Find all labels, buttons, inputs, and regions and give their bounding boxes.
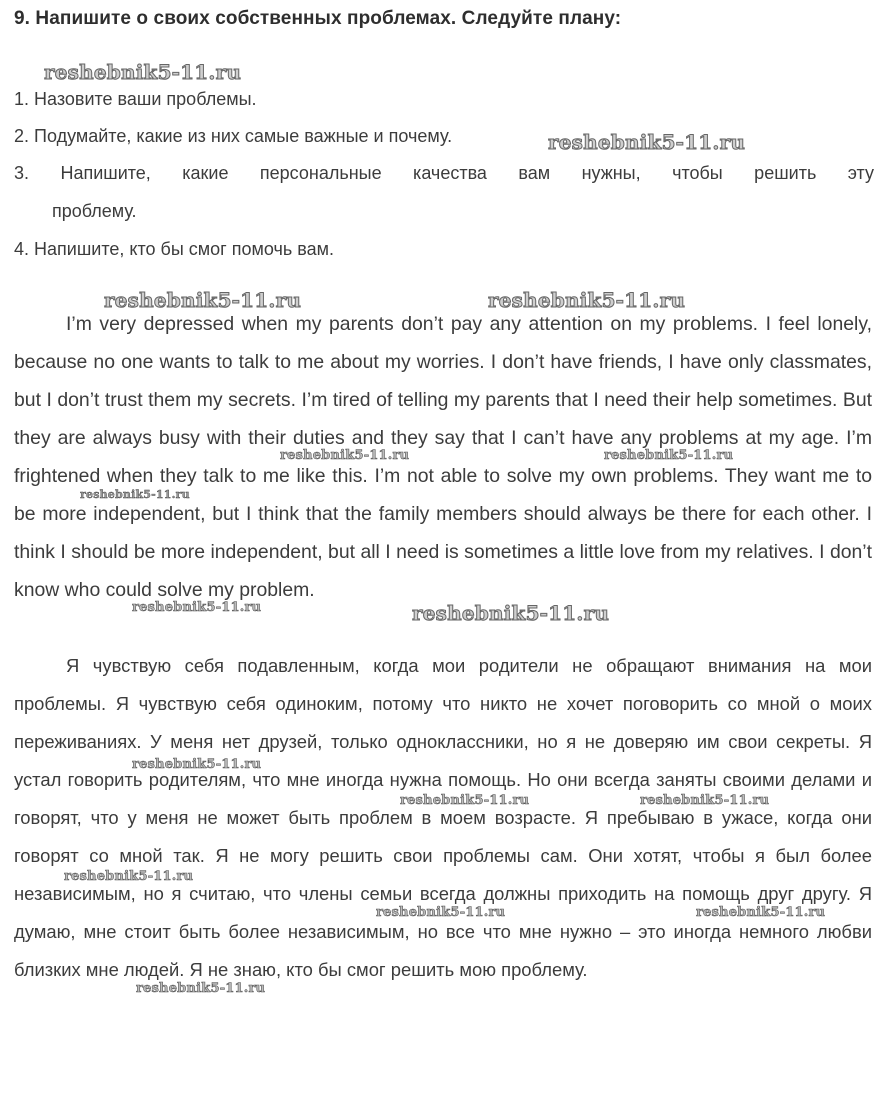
watermark-logo: reshebnik5-11.ru [104, 288, 302, 312]
watermark-logo: reshebnik5-11.ru [400, 793, 530, 808]
plan-item-1: 1. Назовите ваши проблемы. [14, 89, 257, 109]
plan-item-3-line-2: проблему. [52, 201, 137, 221]
watermark-logo: reshebnik5-11.ru [604, 448, 734, 463]
watermark-logo: reshebnik5-11.ru [136, 981, 266, 996]
watermark-logo: reshebnik5-11.ru [376, 905, 506, 920]
essay-russian: Я чувствую себя подавленным, когда мои родители не обращают внимания на мои проблемы. Я чувствую себя одиноким, потому что никто не хочет поговорить со мной о моих переживаниях. У меня нет друзей, только одноклассники, но я не доверяю им свои секреты. Я устал говорить родителям, что мне иногда нужна помощь. Но они всегда заняты своими делами и говорят, что у меня не может быть проблем в моем возрасте. Я пребываю в ужасе, когда они говорят со мной так. Я не могу решить свои проблемы сам. Они хотят, чтобы я был более независимым, но я считаю, что члены семьи всегда должны приходить на помощь друг другу. Я думаю, мне стоит быть более независимым, но все что мне нужно – это иногда немного любви близких мне людей. Я не знаю, кто бы смог решить мою проблему. [14, 655, 872, 980]
watermark-logo: reshebnik5-11.ru [640, 793, 770, 808]
plan-item-3 [14, 154, 874, 230]
plan-item-4: 4. Напишите, кто бы смог помочь вам. [14, 239, 334, 259]
watermark-logo: reshebnik5-11.ru [548, 130, 746, 154]
watermark-logo: reshebnik5-11.ru [696, 905, 826, 920]
plan-item-2: 2. Подумайте, какие из них самые важные и почему. [14, 126, 453, 146]
watermark-logo: reshebnik5-11.ru [44, 60, 242, 84]
watermark-logo: reshebnik5-11.ru [280, 448, 410, 463]
plan-item-3-line-1: 3. Напишите, какие персональные качества вам нужны, чтобы решить эту [14, 163, 874, 183]
watermark-logo: reshebnik5-11.ru [64, 869, 194, 884]
task-title: 9. Напишите о своих собственных проблемах. Следуйте плану: [14, 8, 622, 29]
watermark-logo: reshebnik5-11.ru [132, 757, 262, 772]
watermark-logo: reshebnik5-11.ru [80, 488, 190, 501]
essay-english: I’m very depressed when my parents don’t pay any attention on my problems. I feel lonely, because no one wants to talk to me about my worries. I don’t have friends, I have only classmates, but I don’t trust them my secrets. I’m tired of telling my parents that I need their help sometimes. But they are always busy with their duties and they say that I can’t have any problems at my age. I’m frightened when they talk to me like this. I’m not able to solve my own problems. They want me to be more independent, but I think that the family members should always be there for each other. I think I should be more independent, but all I need is sometimes a little love from my relatives. I don’t know who could solve my problem. [14, 313, 872, 601]
watermark-logo: reshebnik5-11.ru [412, 601, 610, 625]
watermark-logo: reshebnik5-11.ru [488, 288, 686, 312]
watermark-logo: reshebnik5-11.ru [132, 600, 262, 615]
